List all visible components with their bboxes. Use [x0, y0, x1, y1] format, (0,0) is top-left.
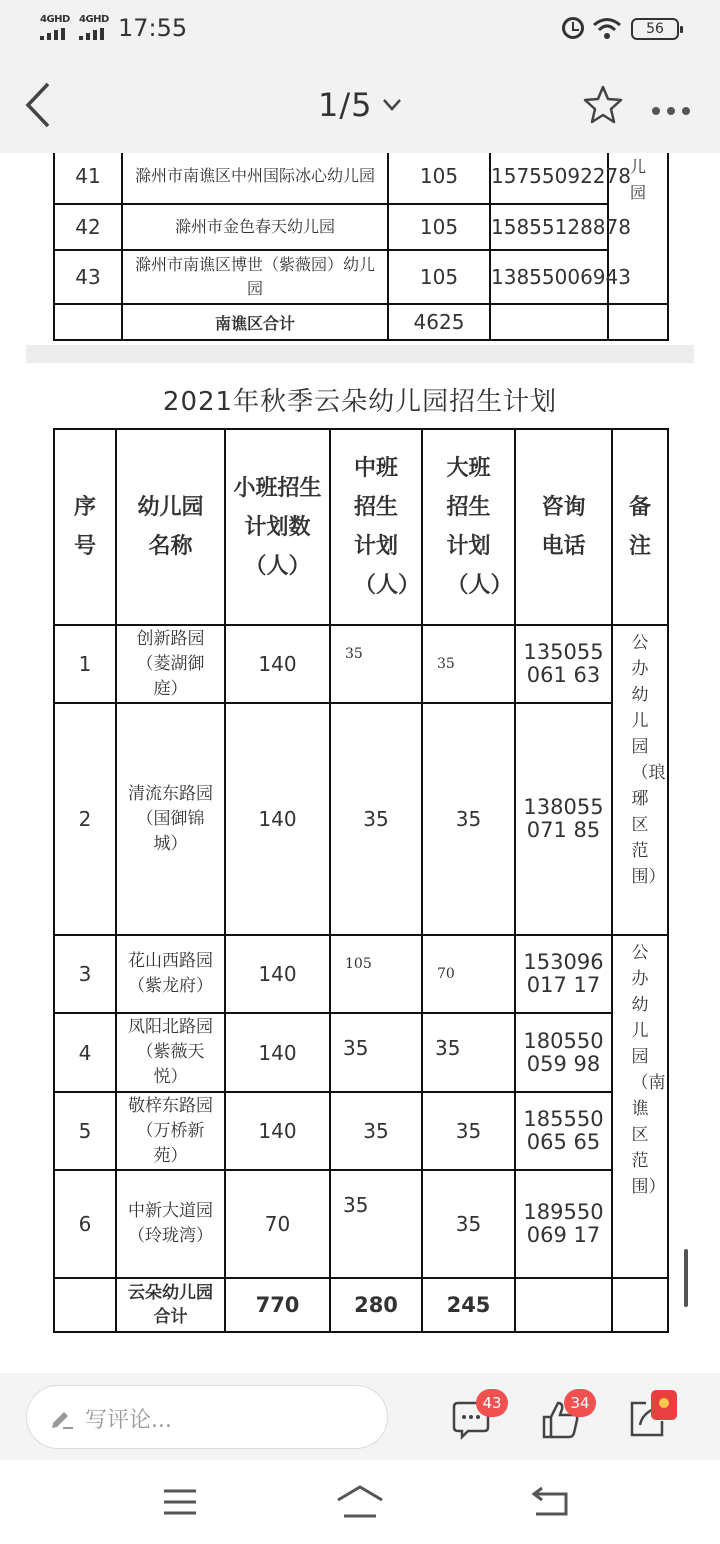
small-class-plan: 140 [225, 1092, 330, 1170]
document-view[interactable] [0, 153, 720, 1373]
kindergarten-name: 中新大道园（玲珑湾） [116, 1170, 225, 1278]
small-class-plan: 140 [225, 625, 330, 703]
table-row [54, 204, 668, 250]
alarm-icon [562, 17, 584, 39]
top-nav [0, 58, 720, 153]
table-row [54, 703, 668, 935]
menu-icon[interactable] [162, 1488, 198, 1516]
header-small-class: 小班招生计划数（人） [225, 429, 330, 625]
phone-number: 189550069 17 [515, 1170, 612, 1278]
middle-class-plan: 35 [330, 1092, 422, 1170]
page-indicator[interactable]: 1/5 [318, 86, 373, 124]
total-label: 南谯区合计 [122, 304, 388, 340]
capacity-value: 105 [388, 204, 490, 250]
kindergarten-name: 凤阳北路园（紫薇天悦） [116, 1013, 225, 1092]
small-class-plan: 140 [225, 935, 330, 1013]
cellular-signal-icon [40, 14, 74, 42]
header-no: 序号 [54, 429, 116, 625]
phone-number: 15855128878 [490, 204, 608, 250]
row-number: 5 [54, 1092, 116, 1170]
table-row [54, 935, 668, 1013]
cellular-signal-icon [79, 14, 113, 42]
header-row [54, 429, 668, 625]
home-icon[interactable] [336, 1484, 384, 1520]
comment-placeholder: 写评论... [85, 1408, 172, 1433]
header-phone: 咨询电话 [515, 429, 612, 625]
total-row [54, 1278, 668, 1332]
row-number: 1 [54, 625, 116, 703]
kindergarten-name: 敬梓东路园（万桥新苑） [116, 1092, 225, 1170]
middle-class-plan: 35 [330, 1170, 422, 1278]
status-time: 17:55 [118, 14, 188, 42]
comment-input[interactable] [26, 1385, 388, 1449]
row-number: 43 [54, 250, 122, 304]
small-class-plan: 140 [225, 1013, 330, 1092]
battery-icon: 56 [631, 18, 679, 40]
remark-langya: 公办幼儿园（琅琊区范围） [612, 625, 668, 935]
total-small: 770 [225, 1278, 330, 1332]
system-navigation-bar [0, 1460, 720, 1544]
large-class-plan: 35 [422, 1170, 515, 1278]
wifi-icon [592, 16, 622, 42]
red-envelope-icon[interactable] [651, 1390, 677, 1420]
phone-number: 153096017 17 [515, 935, 612, 1013]
empty-cell [515, 1278, 612, 1332]
table-row [54, 1170, 668, 1278]
comments-button[interactable] [450, 1394, 502, 1443]
table-row [54, 625, 668, 703]
empty-cell [54, 304, 122, 340]
comments-count-badge: 43 [476, 1389, 508, 1417]
comment-bar [0, 1373, 720, 1460]
row-number: 4 [54, 1013, 116, 1092]
row-number: 41 [54, 153, 122, 204]
capacity-value: 105 [388, 250, 490, 304]
header-middle-class: 中班招生计划（人） [330, 429, 422, 625]
middle-class-plan: 105 [330, 935, 422, 1013]
back-nav-icon[interactable] [530, 1484, 570, 1518]
total-row [54, 304, 668, 340]
small-class-plan: 140 [225, 703, 330, 935]
remark-nanqiao: 公办幼儿园（南谯区范围） [612, 935, 668, 1278]
large-class-plan: 35 [422, 1092, 515, 1170]
table-title: 2021年秋季云朵幼儿园招生计划 [162, 387, 558, 417]
scrollbar[interactable] [684, 1249, 688, 1307]
table-row [54, 153, 668, 204]
total-label: 云朵幼儿园合计 [116, 1278, 225, 1332]
page-separator [26, 345, 694, 363]
table-row [54, 250, 668, 304]
more-options-icon[interactable] [652, 100, 698, 110]
kindergarten-name: 滁州市南谯区博世（紫薇园）幼儿园 [122, 250, 388, 304]
enrollment-plan-table [53, 428, 669, 1333]
like-button[interactable] [540, 1394, 590, 1443]
small-class-plan: 70 [225, 1170, 330, 1278]
kindergarten-name: 滁州市金色春天幼儿园 [122, 204, 388, 250]
status-bar [0, 0, 720, 58]
phone-number: 13855006943 [490, 250, 608, 304]
total-value: 4625 [388, 304, 490, 340]
phone-number: 138055071 85 [515, 703, 612, 935]
table-row [54, 1092, 668, 1170]
large-class-plan: 35 [422, 625, 515, 703]
middle-class-plan: 35 [330, 703, 422, 935]
network-type-label: 4GHD [40, 14, 70, 25]
row-number: 3 [54, 935, 116, 1013]
phone-number: 15755092278 [490, 153, 608, 204]
kindergarten-name: 花山西路园（紫龙府） [116, 935, 225, 1013]
network-type-label: 4GHD [79, 14, 109, 25]
table-row [54, 1013, 668, 1092]
header-note: 备注 [612, 429, 668, 625]
large-class-plan: 35 [422, 1013, 515, 1092]
middle-class-plan: 35 [330, 1013, 422, 1092]
kindergarten-name: 创新路园（菱湖御庭） [116, 625, 225, 703]
empty-cell [54, 1278, 116, 1332]
large-class-plan: 35 [422, 703, 515, 935]
empty-cell [608, 304, 668, 340]
chevron-down-icon[interactable] [382, 98, 402, 112]
row-number: 42 [54, 204, 122, 250]
pencil-icon [49, 1406, 75, 1430]
phone-number: 180550059 98 [515, 1013, 612, 1092]
table-nanqiao-partial [53, 153, 669, 341]
large-class-plan: 70 [422, 935, 515, 1013]
row-number: 2 [54, 703, 116, 935]
likes-count-badge: 34 [564, 1389, 596, 1417]
total-middle: 280 [330, 1278, 422, 1332]
phone-number: 185550065 65 [515, 1092, 612, 1170]
capacity-value: 105 [388, 153, 490, 204]
kindergarten-name: 清流东路园（国御锦城） [116, 703, 225, 935]
empty-cell [612, 1278, 668, 1332]
back-icon[interactable] [20, 80, 56, 130]
kindergarten-name: 滁州市南谯区中州国际冰心幼儿园 [122, 153, 388, 204]
middle-class-plan: 35 [330, 625, 422, 703]
remark-cell: 儿园 [608, 153, 668, 304]
header-name: 幼儿园名称 [116, 429, 225, 625]
row-number: 6 [54, 1170, 116, 1278]
phone-number: 135055061 63 [515, 625, 612, 703]
header-large-class: 大班招生计划（人） [422, 429, 515, 625]
empty-cell [490, 304, 608, 340]
total-large: 245 [422, 1278, 515, 1332]
favorite-star-icon[interactable] [582, 84, 624, 124]
